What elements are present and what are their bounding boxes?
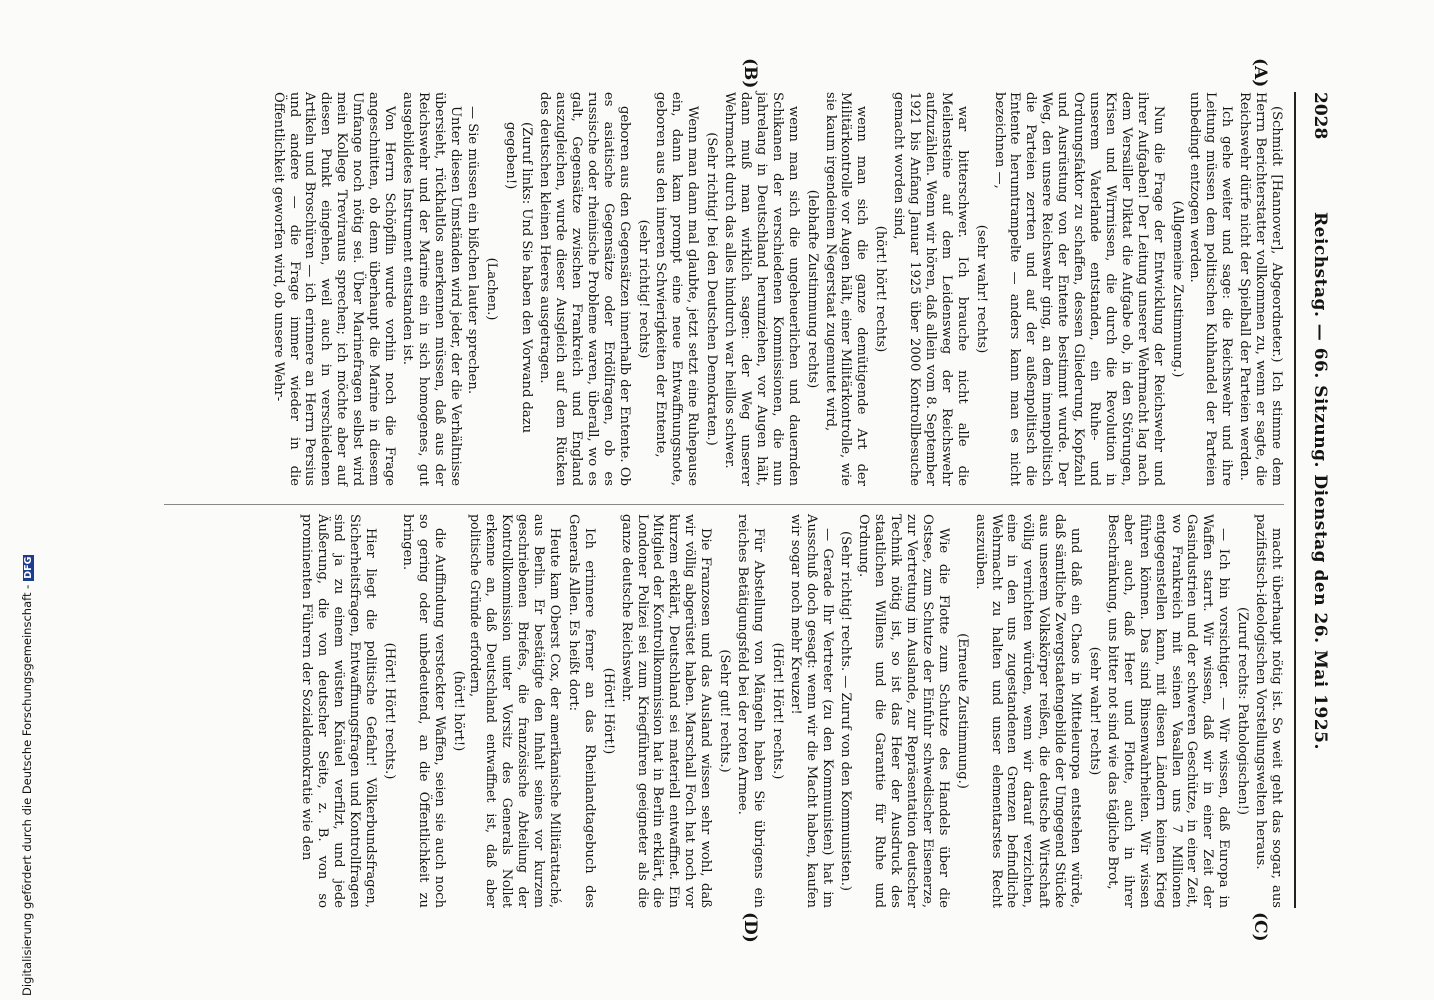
header-rule: [1294, 92, 1296, 908]
right-col-paragraph: Für Abstellung von Mängeln haben Sie übrigens ein reiches Betätigungsfeld bei der roten Armee.: [735, 514, 766, 908]
credit-text: Digitalisierung gefördert durch die Deutsche Forschungsgemeinschaft -: [20, 584, 34, 996]
column-divider: [164, 504, 1284, 505]
left-col-paragraph: Wenn man dann mal glaubte, jetzt setzt eine Ruhepause ein, dann kam prompt eine neue Entwaffnungsnote, geboren aus den inneren Schwierigkeiten der Entente,: [653, 92, 701, 486]
right-col-stage-direction: (Hört! Hört!): [600, 667, 616, 755]
margin-mark-a: (A): [1250, 58, 1270, 88]
margin-mark-d: (D): [740, 912, 760, 943]
left-col-paragraph: war bitterschwer. Ich brauche nicht alle die Meilensteine auf dem Leidensweg der Reichswehr aufzuzählen. Wenn wir hören, daß allein vom 8. September 1921 bis Anfang Januar 1925 über 2000 Kontrollbesuche gemacht worden sind,: [891, 92, 970, 486]
left-col-stage-direction: (hört! hört! rechts): [873, 225, 889, 353]
left-col-stage-direction: (Allgemeine Zustimmung.): [1169, 200, 1185, 378]
left-col-paragraph: — Sie müssen ein bißchen lauter sprechen.: [465, 106, 481, 394]
right-text-column: [297, 514, 1284, 908]
right-col-paragraph: Ich erinnere ferner an das Rheinlandtagebuch des Generals Allen. Es heißt dort:: [565, 514, 597, 908]
right-col-stage-direction: (sehr wahr! rechts): [1087, 646, 1103, 776]
left-col-paragraph: Nun die Frage der Entwicklung der Reichswehr und ihrer Aufgaben! Der Leitung unserer Wehrmacht lag nach dem Versailler Diktat die Aufgabe ob, in den Störungen, Krisen und Wirrnissen, die durch die Revolution in unserem Vaterlande entstanden, ein Ruhe- und Ordnungsfaktor zu schaffen, dessen Gliederung, Kopfzahl und Ausrüstung von der Entente bestimmt wurde. Der Weg, den unsere Reichswehr ging, an dem innenpolitisch die Parteien zerrten und auf der außenpolitisch die Entente herumtrampelte — anders kann man es nicht bezeichnen —,: [991, 92, 1166, 486]
left-col-stage-direction: (Sehr richtig! bei den Deutschen Demokraten.): [704, 132, 720, 446]
right-col-paragraph: macht überhaupt nötig ist. So weit geht das sogar, aus pazifistisch-ideologischen Vorstellungswelten heraus.: [1253, 514, 1284, 908]
right-col-paragraph: Wie die Flotte zum Schutze des Handels über die Ostsee, zum Schutze der Einfuhr schwedischer Eisenerze, zur Vertretung im Auslande, zur Repräsentation deutscher Technik nötig ist, so ist das Heer der Ausdruck des staatlichen Willens und die Garantie für Ruhe und Ordnung.: [856, 514, 951, 908]
right-col-stage-direction: (Sehr richtig! rechts. — Zuruf von den Kommunisten.): [838, 531, 854, 891]
right-col-stage-direction: (Sehr gut! rechts.): [717, 649, 733, 773]
right-col-paragraph: Hier liegt die politische Gefahr! Völkerbundsfragen, Sicherheitsfragen, Entwaffnungsfragen und Kontrollfragen sind ja zu einem wüsten Knäuel verfilzt, und jede Äußerung, die von deutscher Seite, z. B. von so prominenten Führern der Sozialdemokratie wie den: [299, 514, 379, 908]
left-col-stage-direction: (Zuruf links: Und Sie haben den Vorwand dazu gegeben!): [503, 122, 535, 434]
left-col-stage-direction: (sehr wahr! rechts): [973, 224, 989, 354]
right-col-stage-direction: (Hört! Hört! rechts.): [381, 642, 397, 780]
left-col-paragraph: Von Herrn Schöpflin wurde vorhin noch die Frage angeschnitten, ob denn überhaupt die Marine in diesem Umfange noch nötig sei. Über Marinefragen selbst wird mein Kollege Treviranus sprechen; ich möchte aber auf diesen Punkt eingehen, weil auch in verschiedenen Artikeln und Broschüren — ich erinnere an Herrn Persius und andere — die Frage immer wieder in die Öffentlichkeit geworfen wird, ob unsere Wehr-: [270, 92, 397, 486]
running-title: Reichstag. — 66. Sitzung. Dienstag den 26. Mai 1925.: [1310, 212, 1330, 750]
left-col-paragraph: wenn man sich die ungeheuerlichen und dauernden Schikanen der verschiedenen Kommissionen, die nun jahrelang in Deutschland herumziehen, vor Augen hält, dann muß man wirklich sagen: der Weg unserer Wehrmacht durch das alles hindurch war heillos schwer.: [722, 92, 801, 486]
right-col-stage-direction: (Erneute Zustimmung.): [954, 633, 970, 789]
rotated-reichstag-page: [100, 0, 1340, 1000]
right-col-paragraph: Die Franzosen und das Ausland wissen sehr wohl, daß wir völlig abgerüstet haben. Marschall Foch hat noch vor kurzem erklärt, Deutschland sei materiell entwaffnet. Ein Mitglied der Kontrollkommission hat in Berlin erklärt, die Londoner Polizei sei zum Kriegführen geeigneter als die ganze deutsche Reichswehr.: [618, 514, 714, 908]
right-col-paragraph: — Ich bin vorsichtiger. — Wir wissen, daß Europa in Waffen starrt. Wir wissen, daß wir in einer Zeit der Gasindustrien und der schweren Geschütze, in einer Zeit, wo Frankreich mit seinen Vasallen uns 7 Millionen entgegenstellen kann, mit diesen Ländern keinen Krieg führen können. Das sind Binsenwahrheiten. Wir wissen aber auch, daß Heer und Flotte, auch in ihrer Beschränkung, uns bitter not sind wie das tägliche Brot,: [1104, 514, 1232, 908]
margin-mark-b: (B): [740, 58, 760, 89]
left-col-paragraph: (Schmidt [Hannover], Abgeordneter.) Ich stimme dem Herrn Berichterstatter vollkommen zu, wenn er sagte, die Reichswehr dürfe nicht der Spielball der Parteien werden.: [1237, 92, 1284, 486]
left-col-paragraph: geboren aus den Gegensätzen innerhalb der Entente. Ob es asiatische Gegensätze oder Erdölfragen, ob es russische oder rheinische Probleme waren, überall, wo es galt, Gegensätze zwischen Frankreich und England auszugleichen, wurde dieser Ausgleich auf dem Rücken des deutschen kleinen Heeres ausgetragen.: [537, 92, 632, 486]
right-col-stage-direction: (Zuruf rechts: Pathologischen!): [1235, 607, 1251, 815]
right-col-paragraph: die Auffindung versteckter Waffen, seien sie auch noch so gering oder unbedeutend, an die Öffentlichkeit zu bringen.: [399, 514, 447, 908]
right-col-stage-direction: (hört! hört!): [450, 670, 466, 752]
digitization-credit: [20, 556, 38, 996]
left-col-stage-direction: (Lachen.): [484, 257, 500, 321]
right-col-quotation: Heute kam Oberst Cox, der amerikanische Militärattaché, aus Berlin. Er bestätigte den Inhalt seines vor kurzem geschriebenen Briefes, die französische Abteilung der Kontrollkommission unter Vorsitz des Generals Nollet erkenne an, daß Deutschland entwaffnet ist, daß aber politische Gründe erfordern,: [468, 514, 564, 908]
left-col-paragraph: Ich gehe weiter und sage: die Reichswehr und ihre Leitung müssen dem politischen Kuhhandel der Parteien unbedingt entzogen werden.: [1187, 92, 1235, 486]
dfg-logo: DFG: [23, 556, 34, 579]
right-col-paragraph: — Gerade Ihr Vertreter (zu den Kommunisten) hat im Ausschuß doch gesagt: wenn wir die Macht haben, kaufen wir sogar noch mehr Kreuzer!: [787, 514, 835, 908]
right-col-stage-direction: (Hört! Hört! rechts.): [769, 642, 785, 780]
left-col-stage-direction: (lebhafte Zustimmung rechts): [804, 189, 820, 389]
margin-mark-c: (C): [1250, 912, 1270, 942]
page-header: [1300, 92, 1330, 908]
right-col-paragraph: und daß ein Chaos in Mitteleuropa entstehen würde, daß sämtliche Zwergstaatengebilde der Umgegend Stücke aus unserem Volkskörper reißen, die deutsche Wirtschaft völlig vernichten würden, wenn wir darauf verzichten, eine in den uns zugestandenen Grenzen befindliche Wehrmacht zu halten und unser elementarstes Recht auszuüben.: [972, 514, 1084, 908]
left-col-stage-direction: (sehr richtig! rechts): [635, 219, 651, 359]
page-number: 2028: [1310, 92, 1330, 140]
left-col-paragraph: wenn man sich die ganze demütigende Art der Militärkontrolle vor Augen hält, einer Militärkontrolle, wie sie kaum irgendeinem Negerstaat zugemutet wird,: [822, 92, 870, 486]
left-col-paragraph: Unter diesen Umständen wird jeder, der die Verhältnisse übersieht, rückhaltlos anerkennen müssen, daß aus der Reichswehr und der Marine ein in sich homogenes, gut ausgebildetes Instrument entstanden ist.: [399, 92, 463, 486]
left-text-column: [268, 92, 1284, 486]
digitization-credit-strip: [0, 600, 22, 998]
